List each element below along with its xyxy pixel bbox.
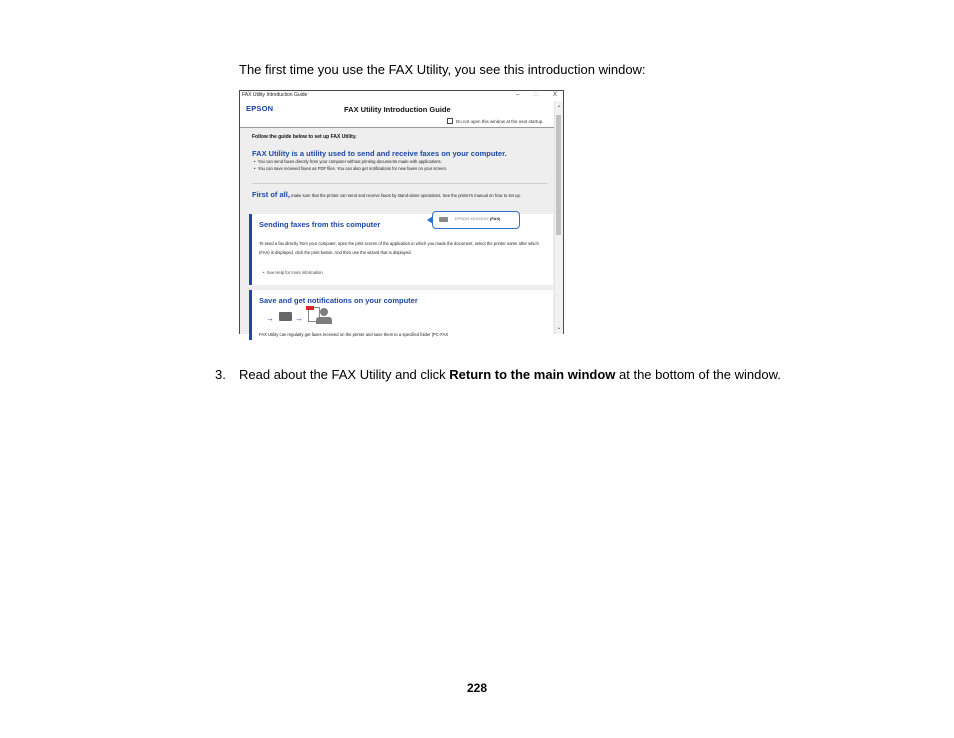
guide-content [240,128,556,337]
header-title: FAX Utility Introduction Guide [344,105,451,114]
arrow-right-icon: → [295,314,303,323]
pdf-badge-icon [306,306,314,310]
user-body-icon [316,317,332,324]
save-notifications-card [249,290,553,340]
sending-faxes-title: Sending faxes from this computer [259,220,381,229]
startup-checkbox[interactable] [447,118,544,124]
fax-utility-intro-window [239,90,564,337]
intro-text: The first time you use the FAX Utility, you see this introduction window: [239,62,646,77]
scroll-down-icon[interactable]: ⌄ [556,325,562,331]
epson-logo: EPSON [246,104,274,113]
window-title: FAX Utility Introduction Guide [242,92,308,98]
minimize-button[interactable]: – [516,92,520,98]
step-3 [215,367,781,383]
first-of-all-text: First of all, make sure that the printer can send and receive faxes by stand-alone operations. See the printer's manual on how to set up. [252,190,521,199]
sending-faxes-body: To send a fax directly from your computer, open the print screen of the application in which you made the document, select the printer name after which (FAX) is displayed, click the print button. And then use the wizard that is displayed. [259,241,539,255]
return-to-main-window-label: Return to the main window [449,367,616,382]
page-number: 228 [466,681,488,695]
printer-icon [439,217,448,222]
callout-arrow [427,216,433,224]
first-heading: First of all, [252,190,290,199]
scroll-up-icon[interactable]: ⌃ [556,106,562,112]
step-number: 3. [215,367,226,382]
window-titlebar [240,91,563,101]
follow-guide-text: Follow the guide below to set up FAX Utility. [252,134,357,140]
vertical-scrollbar[interactable] [554,101,563,334]
checkbox-icon[interactable] [447,118,453,124]
step-text-post: at the bottom of the window. [615,367,781,382]
bullet-item: • You can save received faxes as PDF files. You can also get notifications for new faxes on your screen. [254,166,448,171]
arrow-right-icon: → [266,314,274,323]
fax-flow-illustration [266,307,346,327]
help-link[interactable]: • See Help for more information. [263,270,324,275]
intro-headline: FAX Utility is a utility used to send and receive faxes on your computer. [252,149,507,158]
checkbox-label: Do not open this window at the next startup. [456,119,544,124]
maximize-button[interactable]: □ [534,92,538,98]
sending-faxes-card [249,214,553,285]
close-button[interactable]: X [553,92,558,98]
bullet-item: • You can send faxes directly from your computer without printing documents made with applications. [254,159,442,164]
step-text-pre: Read about the FAX Utility and click [239,367,450,382]
printer-model: EPSON XXXXXXX (FAX) [455,216,501,221]
scrollbar-thumb[interactable] [556,115,561,235]
window-header [240,101,556,128]
user-icon [320,308,328,316]
printer-name-callout [432,211,520,229]
save-notifications-title: Save and get notifications on your computer [259,296,418,305]
save-notifications-body: FAX Utility can regularly get faxes received on the printer and save them to a specified folder (PC-FAX [259,332,449,337]
fax-printer-icon [279,312,292,321]
divider [252,183,547,184]
